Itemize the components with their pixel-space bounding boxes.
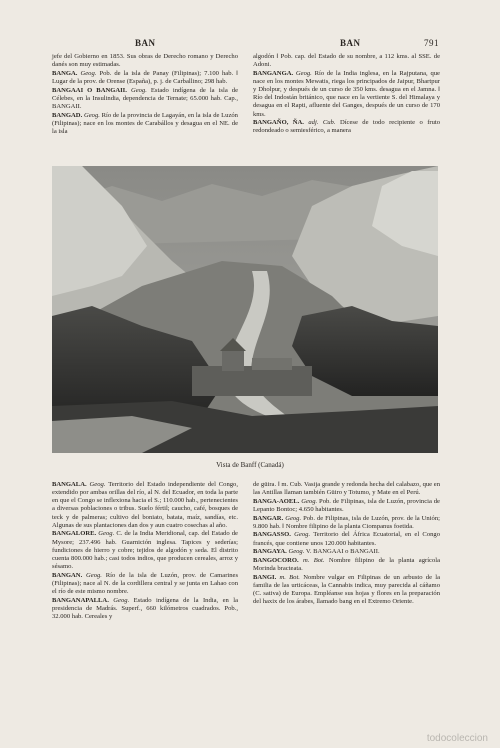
entry-text: Estado indígena de la isla de Célebes, en la Insulindia, dependencia de Ternate; 65.000 hab. Cap., BANGAII. (52, 86, 239, 110)
dictionary-entry (253, 70, 440, 119)
entry-headword: BANGA. (52, 69, 78, 77)
entry-headword: BANGAD. (52, 111, 83, 119)
entry-text: Río de la India inglesa, en la Rajputana, que nace en los montes Mewatis, riega los principados de Jaipur, Bhartpur y Dholpur, y después de un curso de 350 kms. desagua en el Jamna. ‖ Río del Indostán británico, que nace en la vertiente S. del Himalaya y desagua en el Rapti, afluente del Ganges, después de un curso de 170 kms. (253, 69, 440, 118)
dictionary-entry (52, 530, 238, 571)
entry-category: Geog. (86, 571, 102, 579)
entry-text: Territorio del África Ecuatorial, en el Congo francés, que contiene unos 120.000 habitantes. (253, 531, 441, 547)
dictionary-entry (253, 481, 440, 497)
dictionary-entry (52, 572, 238, 596)
entry-headword: BANGAR. (253, 514, 284, 522)
dictionary-entry (253, 498, 440, 514)
entry-headword: BANGALORE. (52, 530, 97, 538)
entry-text: Río de la provincia de Lagayán, en la isla de Luzón (Filipinas); nace en los montes de Carabállos y desagua en el NE. de la isla (52, 111, 238, 135)
dictionary-entry (253, 515, 440, 531)
dictionary-entry (253, 574, 440, 607)
running-head-right: BAN (340, 38, 361, 48)
entry-category: m. Bot. (279, 573, 300, 581)
entry-category: Geog. (98, 530, 115, 538)
entry-text: Pob. de Filipinas, isla de Luzón, provincia de Lepanto Bontoc; 4.650 habitantes. (253, 497, 440, 513)
bottom-left-column (52, 481, 238, 622)
dictionary-entry (52, 597, 238, 621)
entry-text: jefe del Gobierno en 1853. Sus obras de Derecho romano y Derecho danés son muy estimadas. (52, 53, 238, 69)
entry-headword: BANGANAPALLA. (52, 596, 109, 604)
entry-category: Geog. (113, 596, 130, 604)
entry-category: Geog. (130, 86, 147, 94)
entry-text: V. BANGAAI o BANGAII. (305, 548, 380, 556)
entry-text: Estado indígena de la India, en la presidencia de Madrás. Superf., 660 kilómetros cuadrados. Pob., 32.000 hab. Cereales y (52, 596, 239, 620)
entry-headword: BANGOCORO. (253, 556, 299, 564)
entry-category: Geog. (288, 548, 305, 556)
entry-category: Geog. (295, 69, 312, 77)
entry-text: Nombre filipino de la planta agrícola Morinda bracteata. (253, 556, 441, 573)
entry-headword: BANGALA. (52, 481, 87, 488)
entry-headword: BANGI. (253, 573, 277, 581)
entry-headword: BANGAYA. (253, 548, 287, 556)
entry-headword: BANGAN. (52, 571, 83, 579)
entry-category: adj. Cub. (308, 119, 336, 127)
bottom-right-column (253, 481, 440, 607)
entry-text: C. de la India Meridional, cap. del Estado de Mysore; 237.496 hab. Guarnición inglesa. Tapices y sederías; fundiciones de hierro y cobre; tejidos de algodón y seda. El distrito cuenta 800.000 hab.; casi todos indios, que producen cereales, arroz y sésamo. (52, 530, 238, 571)
banff-landscape-illustration (52, 166, 438, 453)
entry-text: de güira. ‖ m. Cub. Vasija grande y redonda hecha del calabazo, que en las Antillas llaman también Güiro y Totumo, y Mate en el Perú. (253, 481, 440, 497)
dictionary-entry (52, 87, 238, 111)
dictionary-entry (52, 70, 238, 86)
entry-text: Nombre vulgar en Filipinas de un arbusto de la familia de las urticáceas, la Cannabis indica, muy parecida al cáñamo (C. sativa) de Europa. Empléanse sus hojas y flores en la preparación del haxix de los árabes, llamado bang en el Extremo Oriente. (253, 573, 440, 606)
banff-photograph (52, 166, 438, 453)
top-left-column (52, 53, 238, 137)
dictionary-entry (253, 53, 440, 69)
running-head-left: BAN (135, 38, 156, 48)
entry-category: m. Bot. (302, 556, 325, 564)
entry-text: Territorio del Estado independiente del Congo, extendido por ambas orillas del río, al N. del Ecuador, en toda la parte en que el Congo se inflexiona hacia el S.; 110.000 hab., pertenecientes a diversas poblaciones o tribus. Suelo fértil; caucho, café, bosques de teck y de palmeras; cultivo del boniato, batata, maíz, sandías, etc. Algunas de sus plantaciones dan dos y aun cuatro cosechas al año. (52, 481, 239, 529)
page-number: 791 (424, 38, 439, 48)
dictionary-entry (253, 548, 440, 556)
entry-category: Geog. (294, 531, 311, 539)
dictionary-entry (52, 112, 238, 136)
entry-text: Pob. de la isla de Panay (Filipinas); 7.100 hab. ‖ Lugar de la prov. de Orense (España), p. j. de Carballino; 298 hab. (52, 69, 239, 85)
entry-category: Geog. (285, 514, 302, 522)
dictionary-entry (253, 119, 440, 135)
dictionary-entry (253, 531, 440, 547)
entry-headword: BANGA-AOEL. (253, 497, 300, 505)
dictionary-entry (52, 481, 238, 530)
entry-headword: BANGAAI O BANGAII. (52, 86, 127, 94)
entry-headword: BANGAÑO, ÑA. (253, 119, 304, 127)
entry-category: Geog. (83, 111, 100, 119)
photo-caption: Vista de Banff (Canadá) (216, 461, 284, 469)
entry-headword: BANGANGA. (253, 69, 294, 77)
entry-category: Geog. (80, 69, 97, 77)
dictionary-entry (253, 557, 440, 573)
entry-text: Dícese de todo recipiente o fruto redondeado o semiesférico, a manera (253, 119, 441, 135)
entry-text: Río de la isla de Luzón, prov. de Camarines (Filipinas); nace al N. de la cordillera central y se junta en Lahao con el río de este mismo nombre. (52, 571, 239, 596)
entry-headword: BANGASSO. (253, 531, 291, 539)
dictionary-entry (52, 53, 238, 69)
watermark-logo: todocoleccion (426, 733, 488, 744)
entry-category: Geog. (301, 497, 318, 505)
entry-text: Pob. de Filipinas, isla de Luzón, prov. de la Unión; 9.800 hab. ‖ Nombre filipino de la planta Ciompanus foetida. (253, 514, 440, 530)
top-right-column (253, 53, 440, 136)
entry-category: Geog. (89, 481, 106, 488)
entry-text: algodón ‖ Pob. cap. del Estado de su nombre, a 112 kms. al SSE. de Adoni. (253, 53, 440, 69)
